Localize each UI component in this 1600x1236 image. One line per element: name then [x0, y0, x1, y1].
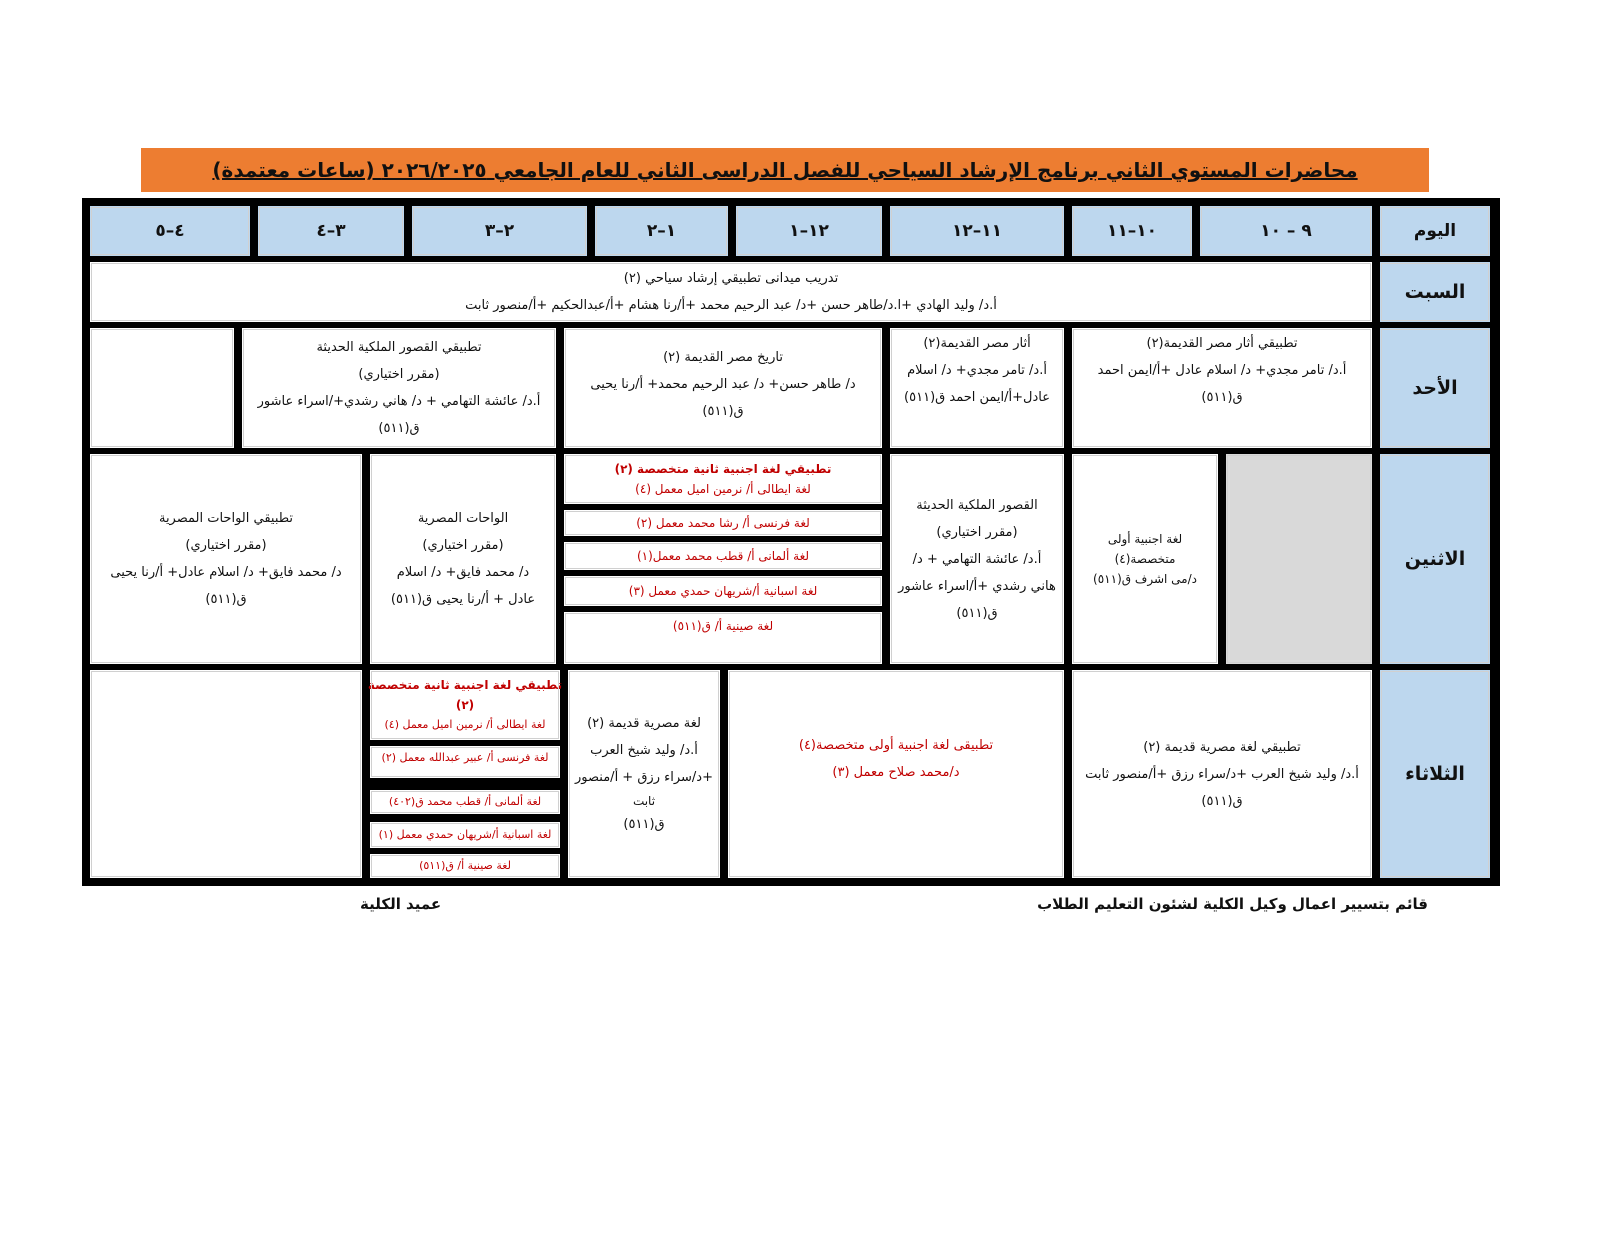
instructors-cont: ثابت	[632, 794, 656, 808]
tue-cell-1	[1072, 670, 1372, 878]
mon-blocked-slot	[1226, 454, 1372, 664]
course-title: تطبيقي أثار مصر القديمة(٢)	[1146, 336, 1298, 351]
course-title: تطبيقي لغة اجنبية ثانية متخصصة (٢)	[614, 462, 832, 476]
sun-empty	[90, 328, 234, 448]
day-monday	[1380, 454, 1490, 664]
slot-label: ١٠–١١	[1106, 221, 1158, 241]
course-title-cont: متخصصة(٤)	[1114, 552, 1176, 566]
instructors: د/ محمد فايق+ د/ اسلام	[396, 565, 530, 580]
sun-cell-2	[890, 328, 1064, 448]
tue-lang-chinese	[370, 854, 560, 878]
section-german: لغة ألمانى أ/ قطب محمد معمل(١)	[636, 549, 810, 563]
tue-cell-2	[728, 670, 1064, 878]
course-title: تطبيقي لغة اجنبية ثانية متخصصة	[367, 678, 563, 692]
course-type: (مقرر اختياري)	[936, 524, 1018, 540]
room: ق(٥١١)	[1201, 793, 1243, 809]
mon-lang-spanish	[564, 576, 882, 606]
mon-cell-5	[90, 454, 362, 664]
room: ق(٥١١)	[1201, 390, 1243, 405]
header-slot-7	[258, 206, 404, 256]
mon-lang-italian	[564, 454, 882, 504]
header-slot-1	[1200, 206, 1372, 256]
course-title: أثار مصر القديمة(٢)	[923, 336, 1031, 351]
day-label: السبت	[1404, 281, 1466, 303]
section-french: لغة فرنسى أ/ رشا محمد معمل (٢)	[636, 516, 810, 530]
instructors: د/ محمد فايق+ د/ اسلام عادل+ أ/رنا يحيى	[110, 565, 342, 580]
mon-lang-french	[564, 510, 882, 536]
mon-cell-2	[890, 454, 1064, 664]
section-chinese: لغة صينية أ/ ق(٥١١)	[672, 619, 774, 633]
instructors: أ.د/ تامر مجدي+ د/ اسلام	[907, 363, 1047, 378]
section-german: لغة ألمانى أ/ قطب محمد ق(٤٠٢)	[388, 795, 542, 808]
signature-dean: عميد الكلية	[360, 895, 442, 913]
day-tuesday	[1380, 670, 1490, 878]
sun-cell-3	[564, 328, 882, 448]
day-label: الثلاثاء	[1405, 763, 1465, 785]
header-slot-2	[1072, 206, 1192, 256]
section-chinese: لغة صينية أ/ ق(٥١١)	[419, 859, 511, 872]
section-spanish: لغة اسبانية أ/شريهان حمدي معمل (٣)	[628, 584, 818, 598]
title-banner	[141, 148, 1429, 192]
course-credits: (٢)	[455, 698, 475, 712]
slot-label: ١–٢	[646, 221, 677, 241]
day-label: الاثنين	[1404, 548, 1466, 570]
schedule-table	[82, 198, 1500, 886]
mon-cell-1	[1072, 454, 1218, 664]
slot-label: ٩ – ١٠	[1260, 221, 1312, 241]
section-italian: لغة ايطالى أ/ نرمين اميل معمل (٤)	[635, 482, 811, 496]
header-slot-8	[90, 206, 250, 256]
room: ق(٥١١)	[956, 605, 998, 621]
section-french: لغة فرنسى أ/ عبير عبدالله معمل (٢)	[381, 751, 549, 764]
instructors: أ.د/ وليد شيخ العرب	[590, 743, 698, 758]
header-slot-3	[890, 206, 1064, 256]
room: ق(٥١١)	[205, 592, 247, 607]
mon-lang-german	[564, 542, 882, 570]
tue-lang-french	[370, 746, 560, 778]
day-sunday	[1380, 328, 1490, 448]
header-slot-5	[595, 206, 728, 256]
tue-cell-3	[568, 670, 720, 878]
course-type: (مقرر اختياري)	[185, 538, 267, 553]
slot-label: ١٢–١	[789, 221, 829, 241]
tue-empty	[90, 670, 362, 878]
sun-cell-4	[242, 328, 556, 448]
course-title: تدريب ميدانى تطبيقي إرشاد سياحي (٢)	[623, 271, 839, 286]
sat-field-training	[90, 262, 1372, 322]
slot-label: ٤–٥	[155, 221, 185, 241]
course-title: القصور الملكية الحديثة	[916, 497, 1038, 513]
instructors: أ.د/ تامر مجدي+ د/ اسلام عادل +أ/ايمن احمد	[1097, 363, 1347, 378]
mon-cell-4	[370, 454, 556, 664]
header-day-label: اليوم	[1413, 221, 1457, 241]
course-title: لغة مصرية قديمة (٢)	[587, 716, 701, 731]
room: ق(٥١١)	[378, 421, 420, 436]
instructor-lab: د/محمد صلاح معمل (٣)	[832, 765, 960, 780]
slot-label: ١١–١٢	[951, 221, 1003, 241]
room: ق(٥١١)	[623, 817, 665, 832]
instructors: أ.د/ عائشة التهامي + د/ هاني رشدي+/اسراء عاشور	[257, 394, 541, 409]
course-title: تطبيقى لغة اجنبية أولى متخصصة(٤)	[798, 738, 994, 753]
header-slot-6	[412, 206, 587, 256]
course-title: تطبيقي الواحات المصرية	[158, 511, 294, 526]
page-title: محاضرات المستوي الثاني برنامج الإرشاد السياحي للفصل الدراسى الثاني للعام الجامعي ٢٠٢٦/٢٠٢٥ (ساعات معتمدة)	[212, 158, 1358, 182]
signature-vice-dean: قائم بتسيير اعمال وكيل الكلية لشئون التعليم الطلاب	[1037, 895, 1428, 913]
tue-lang-spanish	[370, 822, 560, 848]
course-type: (مقرر اختياري)	[358, 367, 440, 382]
instructors-cont: هاني رشدي +أ/اسراء عاشور	[898, 578, 1056, 594]
slot-label: ٣–٤	[316, 221, 346, 241]
header-slot-4	[736, 206, 882, 256]
tue-lang-german	[370, 790, 560, 814]
course-type: (مقرر اختياري)	[422, 538, 504, 553]
instructors: أ.د/ وليد شيخ العرب +د/سراء رزق +أ/منصور ثابت	[1085, 766, 1359, 782]
header-day	[1380, 206, 1490, 256]
day-saturday	[1380, 262, 1490, 322]
course-title: تطبيقي لغة مصرية قديمة (٢)	[1143, 739, 1301, 755]
instructor-room: د/مى اشرف ق(٥١١)	[1093, 572, 1197, 586]
room: ق(٥١١)	[702, 404, 744, 419]
slot-label: ٢–٣	[484, 221, 515, 241]
mon-lang-chinese	[564, 612, 882, 664]
tue-lang-italian	[367, 670, 563, 740]
instructors: د/ طاهر حسن+ د/ عبد الرحيم محمد+ أ/رنا يحيى	[590, 377, 856, 392]
course-title: تاريخ مصر القديمة (٢)	[663, 350, 783, 365]
section-italian: لغة ايطالى أ/ نرمين اميل معمل (٤)	[384, 718, 546, 731]
course-title: تطبيقي القصور الملكية الحديثة	[316, 340, 482, 355]
instructors: أ.د/ عائشة التهامي + د/	[912, 551, 1042, 567]
instructors-room: عادل+أ/ايمن احمد ق(٥١١)	[904, 390, 1050, 405]
instructors-room: عادل + أ/رنا يحيى ق(٥١١)	[390, 592, 536, 607]
sun-cell-1	[1072, 328, 1372, 448]
instructors-cont: +د/سراء رزق + أ/منصور	[575, 770, 713, 785]
course-title: الواحات المصرية	[417, 511, 509, 526]
instructors: أ.د/ وليد الهادي +ا.د/طاهر حسن +د/ عبد الرحيم محمد +أ/رنا هشام +أ/عبدالحكيم +أ/منصور ثابت	[465, 298, 997, 313]
course-title: لغة اجنبية أولى	[1107, 532, 1183, 546]
section-spanish: لغة اسبانية أ/شريهان حمدي معمل (١)	[378, 828, 552, 841]
day-label: الأحد	[1412, 377, 1458, 399]
